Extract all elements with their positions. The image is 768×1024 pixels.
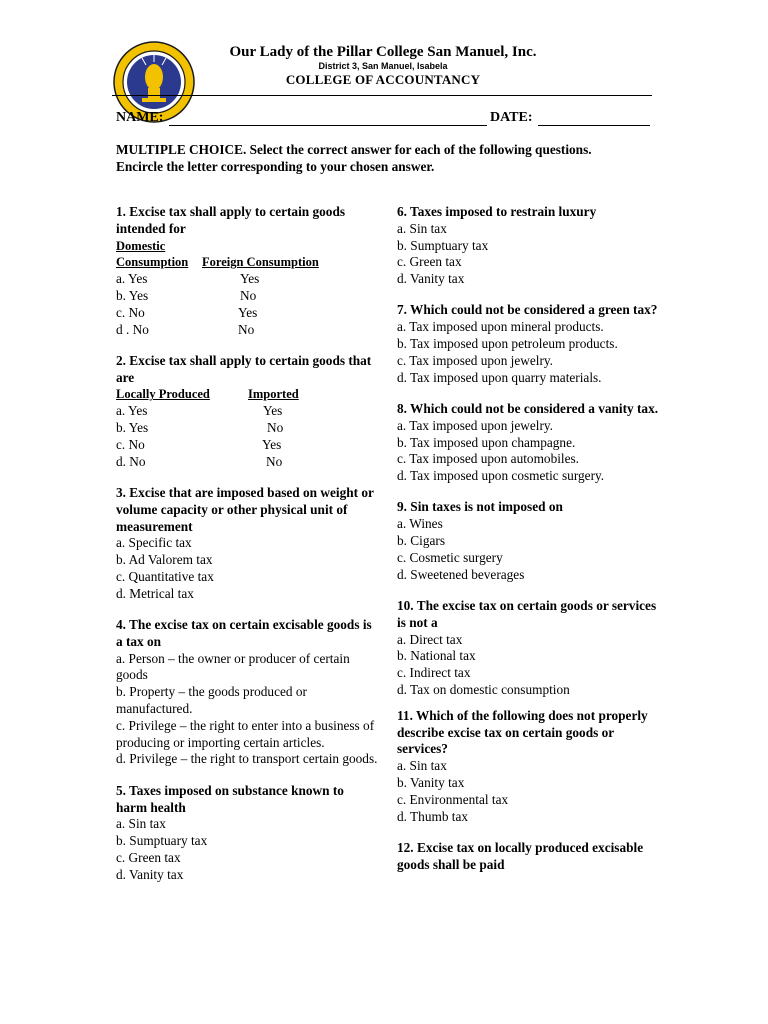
question-5-stem: 5. Taxes imposed on substance known to harm health: [116, 782, 344, 815]
q2-row-a-value: Yes: [263, 403, 283, 419]
instructions: MULTIPLE CHOICE. Select the correct answer for each of the following questions. Encircle the letter corresponding to your chosen answer.: [116, 142, 592, 174]
question-1-stem: 1. Excise tax shall apply to certain goods intended for: [116, 204, 346, 236]
question-8: [397, 401, 659, 485]
option-b[interactable]: b. Tax imposed upon champagne.: [397, 434, 576, 450]
option-c[interactable]: c. Environmental tax: [397, 791, 509, 807]
option-d[interactable]: d. Vanity tax: [116, 866, 184, 882]
question-5: [116, 783, 378, 884]
q2-row: [116, 454, 378, 471]
option-b[interactable]: b. Cigars: [397, 533, 446, 549]
q2-row-b-label[interactable]: b. Yes: [116, 420, 149, 436]
left-column: [116, 204, 378, 898]
q2-col-b: Imported: [248, 387, 299, 402]
option-c[interactable]: c. Indirect tax: [397, 665, 471, 681]
name-field[interactable]: [169, 125, 487, 126]
option-a[interactable]: a. Wines: [397, 516, 443, 532]
q1-row-b-label[interactable]: b. Yes: [116, 287, 149, 303]
option-d[interactable]: d. Tax on domestic consumption: [397, 681, 570, 697]
option-b[interactable]: b. Ad Valorem tax: [116, 552, 213, 568]
name-label: NAME:: [116, 110, 164, 125]
q1-row-c-label[interactable]: c. No: [116, 304, 145, 320]
question-9-stem: 9. Sin taxes is not imposed on: [397, 499, 563, 515]
q2-row-c-label[interactable]: c. No: [116, 436, 145, 452]
date-label: DATE:: [490, 110, 533, 125]
q1-col-b: Foreign Consumption: [202, 255, 319, 270]
option-c[interactable]: c. Tax imposed upon automobiles.: [397, 451, 580, 467]
q2-row: [116, 403, 378, 420]
question-6: [397, 204, 659, 288]
option-a[interactable]: a. Direct tax: [397, 631, 463, 647]
option-d[interactable]: d. Vanity tax: [397, 271, 465, 287]
question-1: [116, 204, 378, 338]
question-12: [397, 840, 659, 874]
question-8-stem: 8. Which could not be considered a vanity tax.: [397, 400, 659, 416]
option-c[interactable]: c. Tax imposed upon jewelry.: [397, 352, 554, 368]
school-address: District 3, San Manuel, Isabela: [318, 61, 448, 71]
q1-row-a-label[interactable]: a. Yes: [116, 271, 148, 287]
question-3-stem: 3. Excise that are imposed based on weight or volume capacity or other physical unit of measurement: [116, 484, 374, 534]
q1-row-b-value: No: [240, 287, 257, 303]
question-10: [397, 598, 659, 699]
q2-row-d-label[interactable]: d. No: [116, 453, 146, 469]
q1-row: [116, 288, 378, 305]
question-11-stem: 11. Which of the following does not properly describe excise tax on certain goods or services?: [397, 707, 648, 757]
question-2-stem: 2. Excise tax shall apply to certain goods that are: [116, 352, 372, 385]
q1-col-a-line1: Domestic: [116, 238, 166, 253]
option-c[interactable]: c. Cosmetic surgery: [397, 549, 503, 565]
q2-col-a: Locally Produced: [116, 387, 210, 402]
option-d[interactable]: d. Tax imposed upon quarry materials.: [397, 369, 602, 385]
q2-row: [116, 437, 378, 454]
option-b[interactable]: b. Sumptuary tax: [397, 237, 489, 253]
q1-row-a-value: Yes: [240, 271, 260, 287]
option-c[interactable]: c. Green tax: [116, 849, 181, 865]
option-a[interactable]: a. Tax imposed upon jewelry.: [397, 417, 554, 433]
option-c[interactable]: c. Privilege – the right to enter into a business of producing or importing certain articles.: [116, 717, 375, 750]
question-12-stem: 12. Excise tax on locally produced excisable goods shall be paid: [397, 839, 644, 872]
q1-row: [116, 322, 378, 339]
question-7-stem: 7. Which could not be considered a green tax?: [397, 302, 658, 318]
q2-row-b-value: No: [267, 420, 284, 436]
question-10-stem: 10. The excise tax on certain goods or services is not a: [397, 597, 657, 630]
q1-row-c-value: Yes: [238, 304, 258, 320]
option-a[interactable]: a. Sin tax: [397, 220, 447, 236]
option-d[interactable]: d. Metrical tax: [116, 585, 194, 601]
question-4-stem: 4. The excise tax on certain excisable goods is a tax on: [116, 617, 372, 649]
q2-row-d-value: No: [266, 453, 283, 469]
question-6-stem: 6. Taxes imposed to restrain luxury: [397, 204, 597, 219]
option-a[interactable]: a. Specific tax: [116, 535, 192, 551]
option-a[interactable]: a. Person – the owner or producer of certain goods: [116, 650, 350, 683]
option-d[interactable]: d. Tax imposed upon cosmetic surgery.: [397, 468, 605, 484]
question-7: [397, 302, 659, 386]
date-field[interactable]: [538, 125, 650, 126]
name-date-row: [116, 110, 650, 128]
q2-row-c-value: Yes: [262, 436, 282, 452]
q2-row-a-label[interactable]: a. Yes: [116, 403, 148, 419]
college-name: COLLEGE OF ACCOUNTANCY: [285, 72, 481, 87]
question-4: [116, 617, 378, 768]
question-2: [116, 353, 378, 471]
q1-col-a-line2: Consumption: [116, 255, 189, 270]
option-b[interactable]: b. Property – the goods produced or manufactured.: [116, 684, 307, 717]
option-d[interactable]: d. Sweetened beverages: [397, 566, 525, 582]
option-b[interactable]: b. Vanity tax: [397, 774, 465, 790]
option-c[interactable]: c. Green tax: [397, 254, 462, 270]
option-a[interactable]: a. Tax imposed upon mineral products.: [397, 319, 604, 335]
q1-row: [116, 305, 378, 322]
option-b[interactable]: b. Tax imposed upon petroleum products.: [397, 336, 618, 352]
question-3: [116, 485, 378, 603]
option-d[interactable]: d. Privilege – the right to transport certain goods.: [116, 751, 378, 767]
option-a[interactable]: a. Sin tax: [116, 816, 166, 832]
option-b[interactable]: b. National tax: [397, 648, 476, 664]
q1-row-d-label[interactable]: d . No: [116, 321, 149, 337]
option-a[interactable]: a. Sin tax: [397, 758, 447, 774]
school-name: Our Lady of the Pillar College San Manuel, Inc.: [229, 44, 537, 60]
header-rule: [112, 95, 652, 96]
q2-row: [116, 420, 378, 437]
option-b[interactable]: b. Sumptuary tax: [116, 833, 208, 849]
question-9: [397, 499, 659, 583]
q1-row: [116, 271, 378, 288]
question-11: [397, 708, 659, 826]
right-column: [397, 204, 659, 888]
option-c[interactable]: c. Quantitative tax: [116, 568, 214, 584]
option-d[interactable]: d. Thumb tax: [397, 808, 469, 824]
q1-row-d-value: No: [238, 321, 255, 337]
